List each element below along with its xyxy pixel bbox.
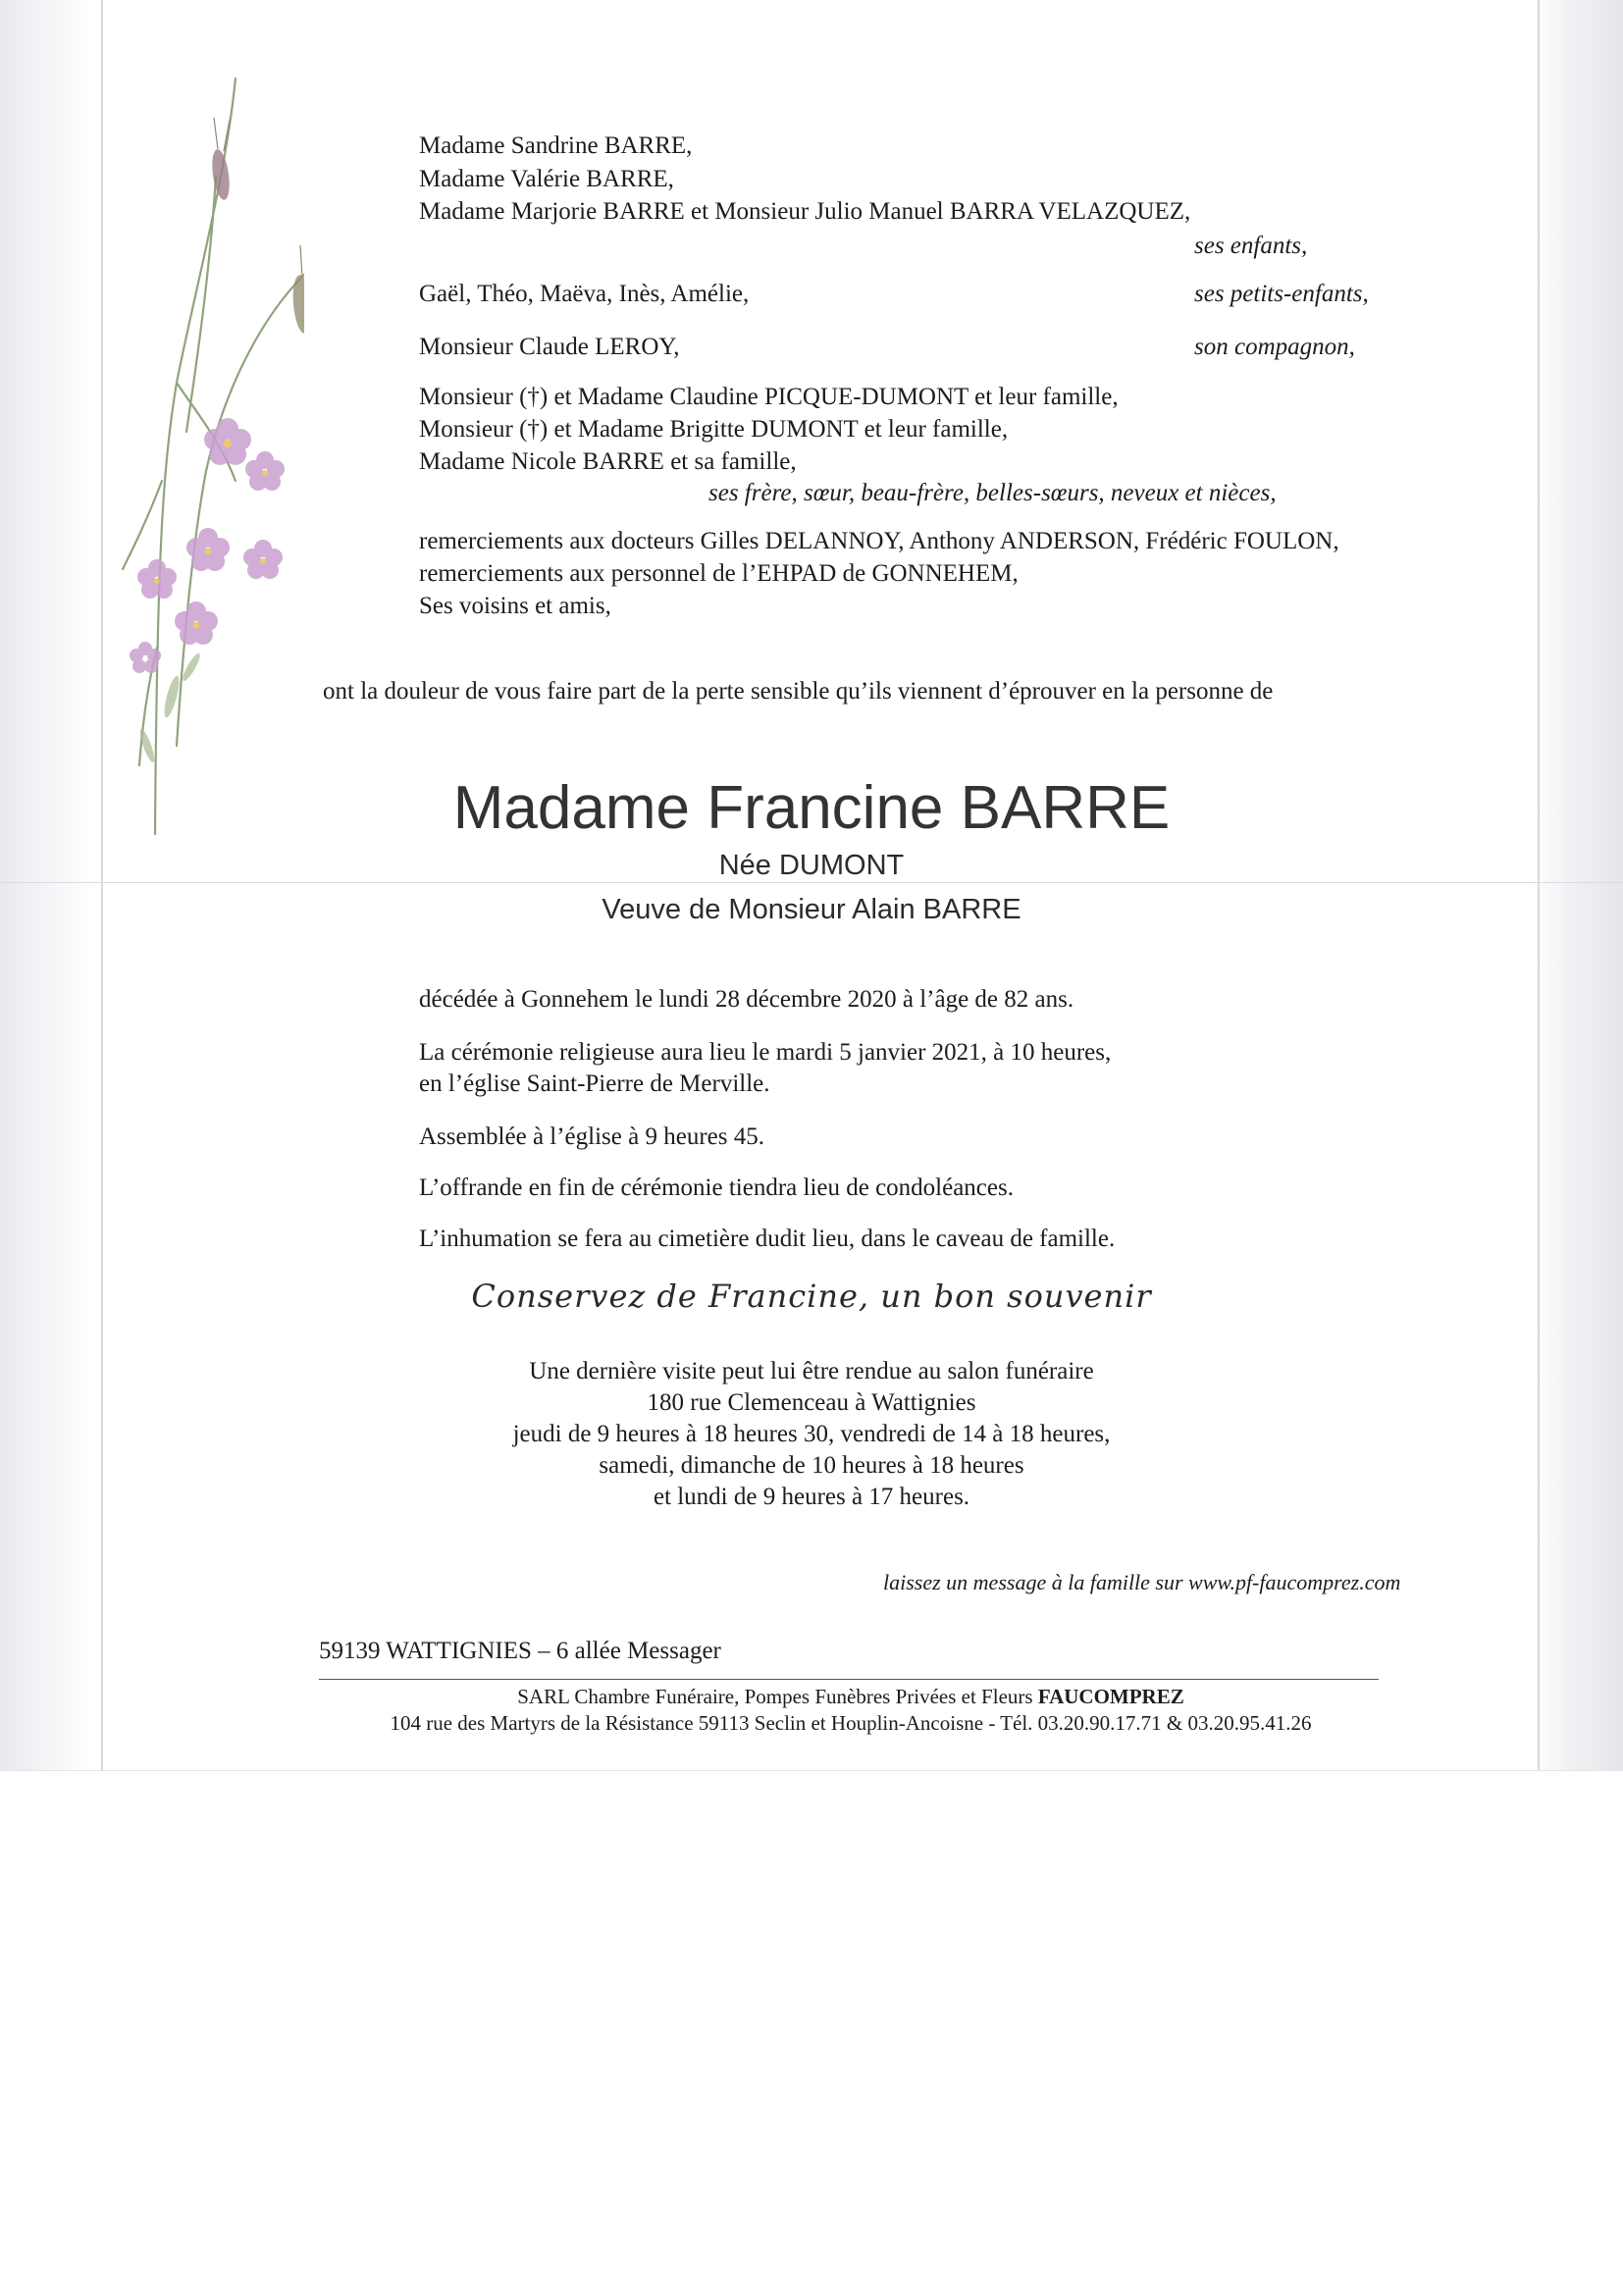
- siblings-role: ses frère, sœur, beau-frère, belles-sœurs, neveux et nièces,: [708, 480, 1277, 506]
- companion-role: son compagnon,: [1194, 334, 1355, 360]
- website-message: laissez un message à la famille sur www.pf-faucomprez.com: [883, 1570, 1401, 1594]
- violet-wheat-illustration: [118, 59, 304, 844]
- visit-line-1: Une dernière visite peut lui être rendue au salon funéraire: [529, 1358, 1094, 1384]
- company-prefix: SARL Chambre Funéraire, Pompes Funèbres Privées et Fleurs: [517, 1685, 1038, 1708]
- company-address: 104 rue des Martyrs de la Résistance 59113 Seclin et Houplin-Ancoisne - Tél. 03.20.90.17.71 & 03.20.95.41.26: [390, 1711, 1312, 1735]
- ceremony-line-2: en l’église Saint-Pierre de Merville.: [419, 1070, 770, 1097]
- announcement: ont la douleur de vous faire part de la perte sensible qu’ils viennent d’éprouver en la personne de: [323, 678, 1274, 704]
- paper-right-edge: [1538, 0, 1540, 1771]
- maiden-name: Née DUMONT: [718, 850, 905, 881]
- grandchildren-names: Gaël, Théo, Maëva, Inès, Amélie,: [419, 281, 750, 307]
- visit-line-4: samedi, dimanche de 10 heures à 18 heures: [599, 1452, 1024, 1479]
- wheat-ear-right: [290, 245, 304, 335]
- visit-line-3: jeudi de 9 heures à 18 heures 30, vendredi de 14 à 18 heures,: [512, 1421, 1111, 1447]
- grandchildren-role: ses petits-enfants,: [1194, 281, 1369, 307]
- thanks-line-2: remerciements aux personnel de l’EHPAD de GONNEHEM,: [419, 560, 1019, 587]
- child-line-2: Madame Valérie BARRE,: [419, 166, 674, 192]
- sibling-line-1: Monsieur (†) et Madame Claudine PICQUE-DUMONT et leur famille,: [419, 384, 1119, 410]
- paper-left-edge: [101, 0, 103, 1771]
- visit-line-2: 180 rue Clemenceau à Wattignies: [647, 1389, 976, 1416]
- keepsake-script: Conservez de Francine, un bon souvenir: [471, 1278, 1152, 1315]
- sibling-line-3: Madame Nicole BARRE et sa famille,: [419, 448, 797, 475]
- child-line-1: Madame Sandrine BARRE,: [419, 132, 693, 159]
- thanks-line-1: remerciements aux docteurs Gilles DELANNOY, Anthony ANDERSON, Frédéric FOULON,: [419, 528, 1339, 554]
- violet-flower-2: [245, 451, 285, 491]
- violet-flower-3: [186, 528, 230, 571]
- company-name: FAUCOMPREZ: [1037, 1685, 1184, 1708]
- deceased-name: Madame Francine BARRE: [452, 774, 1171, 842]
- child-line-3: Madame Marjorie BARRE et Monsieur Julio Manuel BARRA VELAZQUEZ,: [419, 198, 1191, 225]
- violet-flower-4: [243, 540, 283, 579]
- violet-flower-5: [137, 559, 177, 599]
- violet-flower-7: [130, 642, 161, 673]
- visit-line-5: et lundi de 9 heures à 17 heures.: [653, 1484, 970, 1510]
- offering-info: L’offrande en fin de cérémonie tiendra lieu de condoléances.: [419, 1174, 1014, 1201]
- paper-bottom-edge: [0, 1770, 1623, 1771]
- children-role: ses enfants,: [1194, 233, 1308, 259]
- company-line: [321, 1684, 1381, 1709]
- death-info: décédée à Gonnehem le lundi 28 décembre 2020 à l’âge de 82 ans.: [419, 986, 1074, 1013]
- assembly-time: Assemblée à l’église à 9 heures 45.: [419, 1123, 764, 1150]
- family-address: 59139 WATTIGNIES – 6 allée Messager: [319, 1638, 721, 1664]
- burial-info: L’inhumation se fera au cimetière dudit lieu, dans le caveau de famille.: [419, 1226, 1116, 1252]
- violet-flower-6: [175, 601, 218, 645]
- companion-name: Monsieur Claude LEROY,: [419, 334, 680, 360]
- sibling-line-2: Monsieur (†) et Madame Brigitte DUMONT et leur famille,: [419, 416, 1009, 443]
- violet-flower-1: [204, 418, 251, 465]
- thanks-line-3: Ses voisins et amis,: [419, 593, 611, 619]
- footer-separator: [319, 1679, 1379, 1680]
- ceremony-line-1: La cérémonie religieuse aura lieu le mardi 5 janvier 2021, à 10 heures,: [419, 1039, 1112, 1066]
- widow-of: Veuve de Monsieur Alain BARRE: [602, 894, 1021, 925]
